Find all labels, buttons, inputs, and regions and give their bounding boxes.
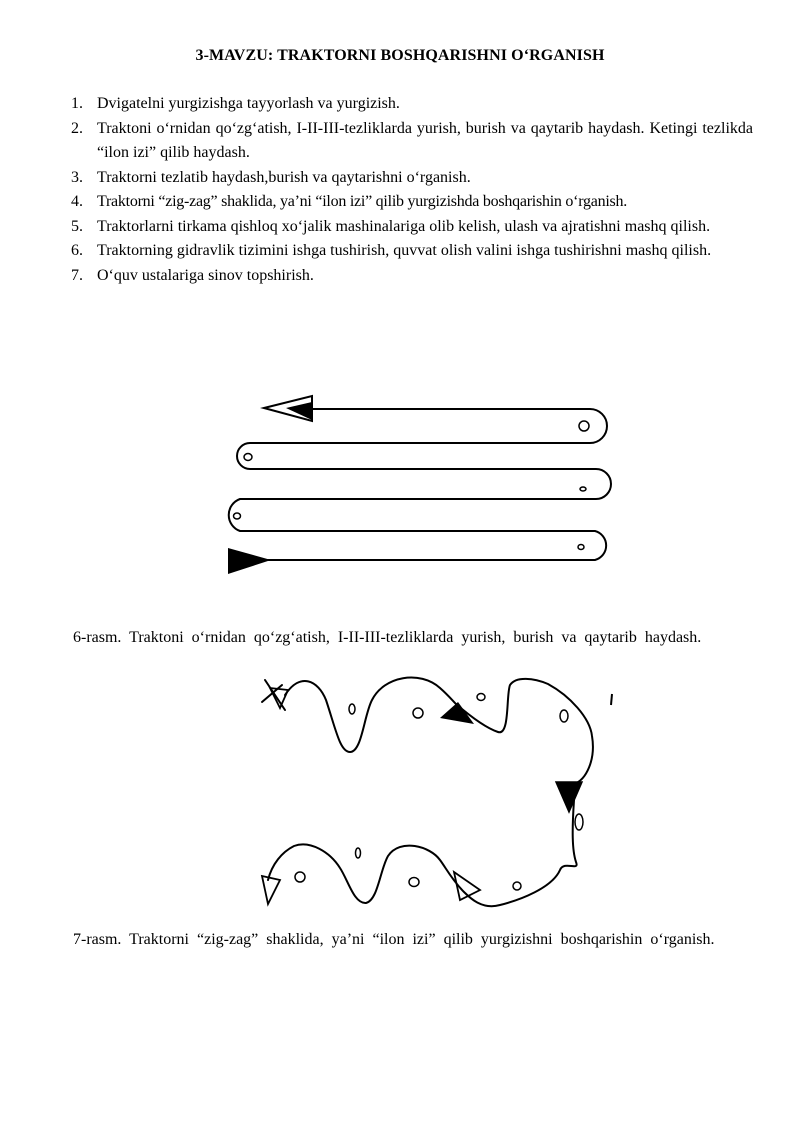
page-title: 3-MAVZU: TRAKTORNI BOSHQARISHNI O‘RGANISH: [195, 47, 605, 64]
direction-arrow-icon: [556, 782, 582, 812]
list-item-number: 2.: [71, 119, 83, 137]
list-item: [71, 190, 753, 215]
figure-7-caption: 7-rasm. Traktorni “zig-zag” shaklida, ya’ni “ilon izi” qilib yurgizishni boshqarishin o‘rganish.: [73, 931, 715, 948]
direction-arrow-icon: [440, 702, 474, 724]
list-item-number: 4.: [71, 193, 83, 210]
figure-6-caption: 6-rasm. Traktoni o‘rnidan qo‘zg‘atish, I-II-III-tezliklarda yurish, burish va qaytarib haydash.: [73, 629, 702, 646]
list-item-number: 1.: [71, 95, 83, 112]
list-item: [71, 166, 753, 191]
list-item-text: Traktorni tezlatib haydash,burish va qaytarishni o‘rganish.: [97, 168, 471, 186]
list-item-number: 6.: [71, 242, 83, 259]
finish-arrow-icon: [262, 876, 280, 904]
list-item-text: Traktorni “zig-zag” shaklida, ya’ni “ilon izi” qilib yurgizishda boshqarishin o‘rganish.: [97, 193, 628, 210]
list-item: [71, 117, 753, 166]
figure-7-zigzag-path: [0, 660, 800, 920]
list-item-text: O‘quv ustalariga sinov topshirish.: [97, 266, 314, 284]
direction-arrow-icon: [454, 872, 480, 900]
list-item-number: 5.: [71, 217, 83, 235]
list-item-number: 7.: [71, 266, 83, 284]
list-item-text: Traktorlarni tirkama qishloq xo‘jalik mashinalariga olib kelish, ulash va ajratishni mashq qilish.: [97, 217, 711, 235]
list-item: [71, 215, 753, 240]
list-item-number: 3.: [71, 168, 83, 186]
list-item-text: Traktorning gidravlik tizimini ishga tushirish, quvvat olish valini ishga tushirishni mashq qilish.: [97, 242, 712, 259]
list-item: [71, 264, 753, 289]
list-item: [71, 92, 753, 117]
list-item: [71, 239, 753, 264]
topic-list: [71, 92, 753, 288]
finish-arrow-icon: [228, 548, 271, 574]
list-item-text: Dvigatelni yurgizishga tayyorlash va yurgizish.: [97, 95, 400, 112]
list-item-text: Traktoni o‘rnidan qo‘zg‘atish, I-II-III-tezliklarda yurish, burish va qaytarib haydash. Ketingi tezlikda “ilon izi” qilib haydash.: [97, 119, 753, 161]
figure-6-serpentine-track: [0, 380, 800, 590]
